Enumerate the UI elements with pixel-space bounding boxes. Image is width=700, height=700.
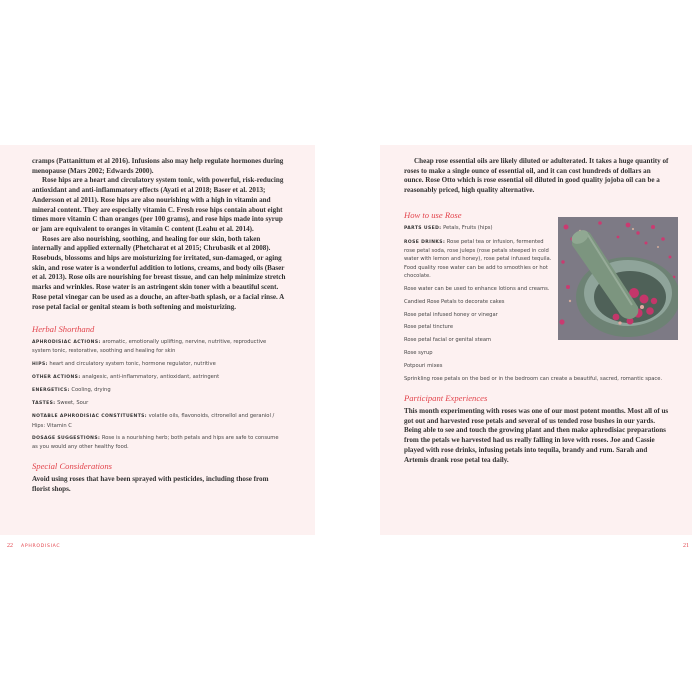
special-considerations-text: Avoid using roses that have been sprayed with pesticides, including those from florist shops. — [32, 475, 269, 493]
right-intro-text — [404, 157, 670, 196]
use-item: Candied Rose Petals to decorate cakes — [404, 298, 505, 305]
use-label: ROSE DRINKS: — [404, 239, 446, 245]
use-item: Rose water can be used to enhance lotions and creams. — [404, 286, 550, 293]
intro-text — [32, 157, 286, 312]
use-value: Petals, Fruits (hips) — [441, 224, 493, 231]
use-item: Rose petal infused honey or vinegar — [404, 311, 498, 318]
shorthand-item — [32, 360, 286, 369]
shorthand-value: Rose is a nourishing herb; both petals and hips are safe to consume as you would any other healthy food. — [32, 434, 279, 451]
mortar-and-pestle-photo — [558, 217, 678, 340]
right-intro-paragraph: Cheap rose essential oils are likely diluted or adulterated. It takes a huge quantity of roses to make a single ounce of essential oil, and it can cost hundreds of dollars an ounce. Rose Otto which is rose essential oil diluted in good quality jojoba oil can be a reasonably priced, high quality alternative. — [404, 157, 669, 195]
how-to-use-column — [404, 224, 554, 370]
shorthand-value: volatile oils, flavonoids, citronellol and geraniol / Hips: Vitamin C — [32, 413, 275, 429]
shorthand-item — [32, 373, 286, 382]
use-item: Rose syrup — [404, 350, 433, 357]
page-number: 22 — [7, 543, 13, 549]
shorthand-item — [32, 386, 286, 395]
shorthand-value: aromatic, emotionally uplifting, nervine, nutritive, reproductive system tonic, restorative, soothing and healing for skin — [32, 339, 267, 355]
shorthand-item — [32, 434, 286, 451]
shorthand-label: DOSAGE SUGGESTIONS: — [32, 435, 101, 441]
shorthand-item — [32, 412, 286, 429]
participant-experiences-text: This month experimenting with roses was one of our most potent months. Most all of us got out and harvested rose petals and several of us tended rose bushes in our yards. Being able to see and touch the growing plant and then make aphrodisiac preparations from the petals we harvested had us really falling in love with roses. Joe and Cassie played with rose drinks, infusing petals into tequila, brandy and rum. Sarah and Artemis drank rose petal tea daily. — [404, 407, 669, 464]
shorthand-value: analgesic, anti-inflammatory, antioxidant, astringent — [80, 373, 220, 380]
shorthand-value: heart and circulatory system tonic, hormone regulator, nutritive — [47, 360, 216, 367]
shorthand-value: Cooling, drying — [69, 387, 111, 394]
shorthand-label: OTHER ACTIONS: — [32, 374, 81, 380]
use-item: Potpouri mixes — [404, 362, 443, 369]
use-value: Rose petal tea or infusion, fermented rose petal soda, rose juleps (rose petals steeped in cold water with lemon and honey), rose petal infused tequila. Food quality rose water can be add to smoothies or hot chocolate. — [404, 238, 552, 280]
use-item — [404, 224, 554, 233]
left-page-content — [32, 157, 286, 495]
right-folio — [683, 543, 689, 549]
shorthand-label: ENERGETICS: — [32, 388, 70, 394]
herbal-shorthand-list — [32, 338, 286, 451]
shorthand-label: APHRODISIAC ACTIONS: — [32, 340, 101, 346]
how-to-use-heading: How to use Rose — [404, 209, 462, 220]
running-head: APHRODISIAC — [21, 544, 61, 549]
shorthand-value: Sweet, Sour — [55, 400, 89, 407]
mortar-pestle-illustration — [558, 217, 678, 340]
shorthand-label: NOTABLE APHRODISIAC CONSTITUENTS: — [32, 414, 147, 420]
intro-paragraph-3: Roses are also nourishing, soothing, and healing for our skin, both taken internally and applied externally (Phetcharat et al 2015; Chrubasik et al 2008). Rosebuds, blossoms and hips are moisturizing for irritated, sun-damaged, or aging skin, and rose water is a wonderful addition to lotions, creams, and body oils (Baser et al. 2013). Rose oils are nourishing for breast tissue, and can help minimize stretch marks and wrinkles. Rose water is an astringent skin toner with a beautiful scent. Rose petal vinegar can be used as a douche, an after-bath splash, or a facial rinse. A rose petal facial or genital steam is both softening and moisturizing. — [32, 234, 286, 311]
intro-paragraph-2: Rose hips are a heart and circulatory system tonic, with powerful, risk-reducing antioxidant and anti-inflammatory effects (Ayati et al 2018; Baser et al. 2013; Andersson et al 2011). Rose hips are also nourishing with a high in vitamin and mineral content. They are especially vitamin C. Fresh rose hips contain about eight times more vitamin C than oranges (per 100 grams), and rose hips made into syrup or jam are equivalent to oranges in vitamin C content (Leahu et al. 2014). — [32, 176, 284, 233]
use-item: Rose petal tincture — [404, 324, 454, 331]
use-item-wide: Sprinkling rose petals on the bed or in the bedroom can create a beautiful, sacred, romantic space. — [404, 375, 663, 382]
shorthand-label: HIPS: — [32, 361, 48, 367]
left-folio — [7, 543, 60, 549]
use-item: Rose petal facial or genital steam — [404, 337, 492, 344]
use-item — [404, 238, 554, 281]
shorthand-item — [32, 338, 286, 355]
shorthand-item — [32, 399, 286, 408]
special-considerations-heading: Special Considerations — [32, 461, 112, 472]
participant-experiences-heading: Participant Experiences — [404, 393, 488, 404]
page-number: 21 — [683, 543, 689, 549]
intro-paragraph-1: cramps (Pattanittum et al 2016). Infusions also may help regulate hormones during menopause (Mars 2002; Edwards 2000). — [32, 157, 284, 175]
herbal-shorthand-heading: Herbal Shorthand — [32, 324, 95, 335]
shorthand-label: TASTES: — [32, 401, 56, 407]
use-label: PARTS USED: — [404, 225, 442, 231]
